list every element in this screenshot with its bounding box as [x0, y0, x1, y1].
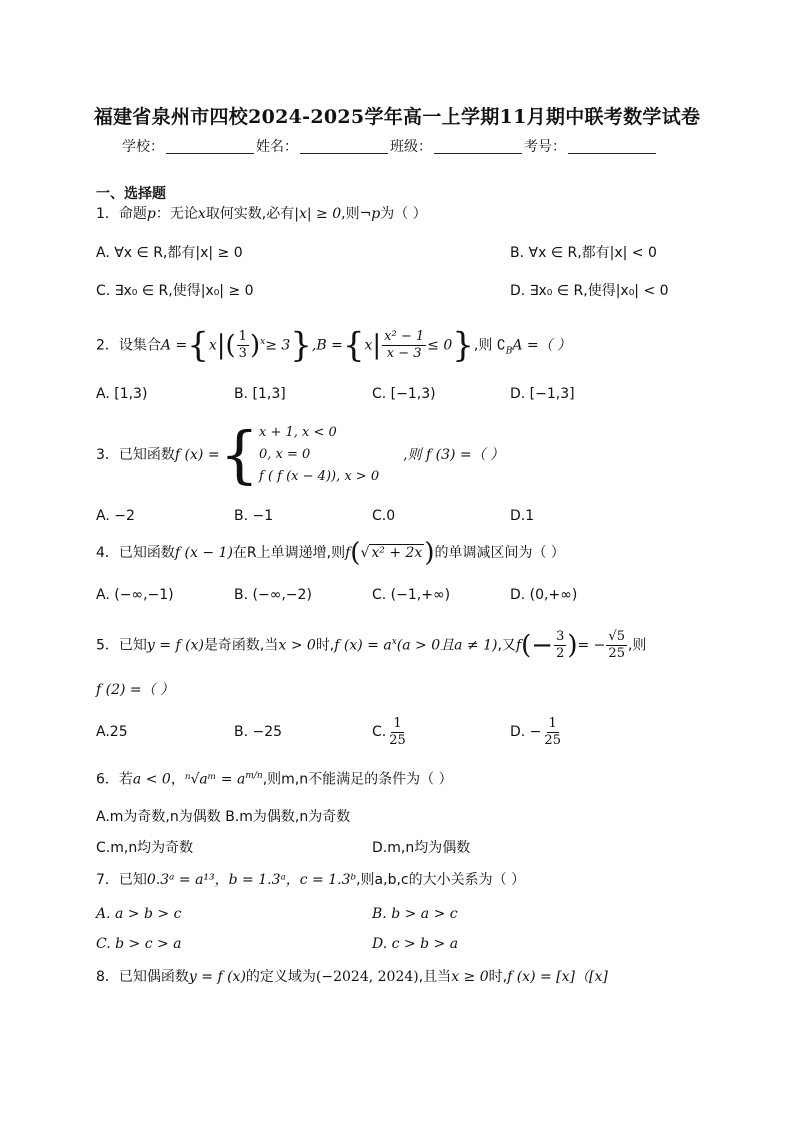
brace-open: {: [187, 325, 209, 366]
question-8-stem: 8．已知偶函数y = f (x)的定义域为(−2024, 2024),且当x ≥ 0时,f (x) = [x]（[x]: [96, 969, 608, 985]
number-label: 考号：: [524, 139, 566, 155]
question-4-stem: 4．已知函数f (x − 1)在R上单调递增,则f(√ x² + 2x)的单调减区间为（ ）: [96, 538, 565, 568]
name-blank[interactable]: [300, 139, 388, 154]
option-b[interactable]: B. b > a > c: [372, 906, 458, 922]
option-b[interactable]: B. [1,3]: [234, 386, 286, 402]
fraction: $\frac{√5}{25}$: [608, 629, 625, 662]
section-heading: 一、选择题: [96, 186, 166, 202]
option-c[interactable]: C. (−1,+∞): [372, 587, 451, 603]
question-5-line2: f (2) =（ ）: [96, 682, 175, 698]
exam-title: 福建省泉州市四校2024-2025学年高一上学期11月期中联考数学试卷: [93, 106, 701, 128]
option-d[interactable]: D. − $\frac{1}{25}$: [510, 715, 561, 748]
question-number: 6．: [96, 771, 119, 788]
option-a[interactable]: A. (−∞,−1): [96, 587, 174, 603]
option-d[interactable]: D. [−1,3]: [510, 386, 575, 402]
number-blank[interactable]: [568, 139, 656, 154]
option-c[interactable]: C.0: [372, 508, 396, 524]
fraction: $\frac{1}{3}$: [238, 329, 247, 362]
question-number: 5．: [96, 637, 119, 654]
question-number: 7．: [96, 872, 119, 888]
name-label: 姓名：: [256, 139, 298, 155]
option-d[interactable]: D. ∃x₀ ∈ R,使得|x₀| < 0: [510, 283, 669, 299]
option-b[interactable]: B. −25: [234, 724, 283, 740]
question-1-stem: 1．命题p：无论x取何实数,必有|x| ≥ 0,则¬p为（ ）: [96, 206, 427, 222]
question-2-stem: 2．设集合A ={x|( $\frac{1}{3}$ )$^x$≥ 3},B ={x| $\frac{\text{x² − 1}}{x - 3}$ ≤ 0},则 $∁_BA$ =（ ）: [96, 325, 572, 366]
option-b[interactable]: B. ∀x ∈ R,都有|x| < 0: [510, 245, 657, 261]
piecewise-cases: x + 1, x < 0 0, x = 0 f ( f (x − 4)), x > 0: [259, 425, 380, 484]
option-a[interactable]: A. a > b > c: [96, 906, 182, 922]
option-b[interactable]: B. −1: [234, 508, 274, 524]
question-6-stem: 6．若a < 0，ⁿ√aᵐ = $a^{m/n}$,则m,n不能满足的条件为（ ）: [96, 771, 453, 788]
option-a[interactable]: A.25: [96, 724, 128, 740]
question-5-stem: 5．已知y = f (x)是奇函数,当x > 0时,f $(x) = a^x(a > 0$且a ≠ 1),又f(− $\frac{3}{2}$ )= − $\frac{√5}{25}$ ,则: [96, 629, 647, 662]
brace-close: }: [290, 325, 312, 366]
option-a[interactable]: A. ∀x ∈ R,都有|x| ≥ 0: [96, 245, 243, 261]
question-3-stem: 3．已知函数f (x) ={ x + 1, x < 0 0, x = 0 f ( f (x − 4)), x > 0 ,则 f (3) =（ ）: [96, 418, 505, 491]
student-info-row: [122, 136, 658, 156]
question-7-stem: 7．已知0.3ᵃ = a¹³，b = 1.3ᵃ，c = 1.3ᵇ,则a,b,c的大小关系为（ ）: [96, 872, 526, 888]
question-number: 8．: [96, 969, 119, 985]
option-d[interactable]: D. c > b > a: [372, 936, 459, 952]
question-number: 4．: [96, 545, 119, 561]
class-blank[interactable]: [434, 139, 522, 154]
option-c[interactable]: C. [−1,3): [372, 386, 436, 402]
option-a[interactable]: A. −2: [96, 508, 135, 524]
option-b[interactable]: B. (−∞,−2): [234, 587, 312, 603]
question-number: 1．: [96, 206, 119, 222]
option-c[interactable]: C. ∃x₀ ∈ R,使得|x₀| ≥ 0: [96, 283, 254, 299]
option-ab[interactable]: A.m为奇数,n为偶数 B.m为偶数,n为奇数: [96, 809, 351, 825]
option-d[interactable]: D.1: [510, 508, 535, 524]
question-number: 2．: [96, 337, 119, 354]
option-c[interactable]: C. $\frac{1}{25}$: [372, 715, 406, 748]
piecewise-brace: {: [219, 418, 260, 491]
fraction: $\frac{3}{2}$: [556, 629, 565, 662]
option-d[interactable]: D. (0,+∞): [510, 587, 578, 603]
school-blank[interactable]: [166, 139, 254, 154]
school-label: 学校：: [122, 139, 164, 155]
option-c[interactable]: C.m,n均为奇数: [96, 840, 194, 856]
question-number: 3．: [96, 447, 119, 463]
option-a[interactable]: A. [1,3): [96, 386, 148, 402]
class-label: 班级：: [390, 139, 432, 155]
option-d[interactable]: D.m,n均为偶数: [372, 840, 471, 856]
option-c[interactable]: C. b > c > a: [96, 936, 182, 952]
fraction: $\frac{\text{x² − 1}}{x - 3}$: [384, 329, 425, 362]
